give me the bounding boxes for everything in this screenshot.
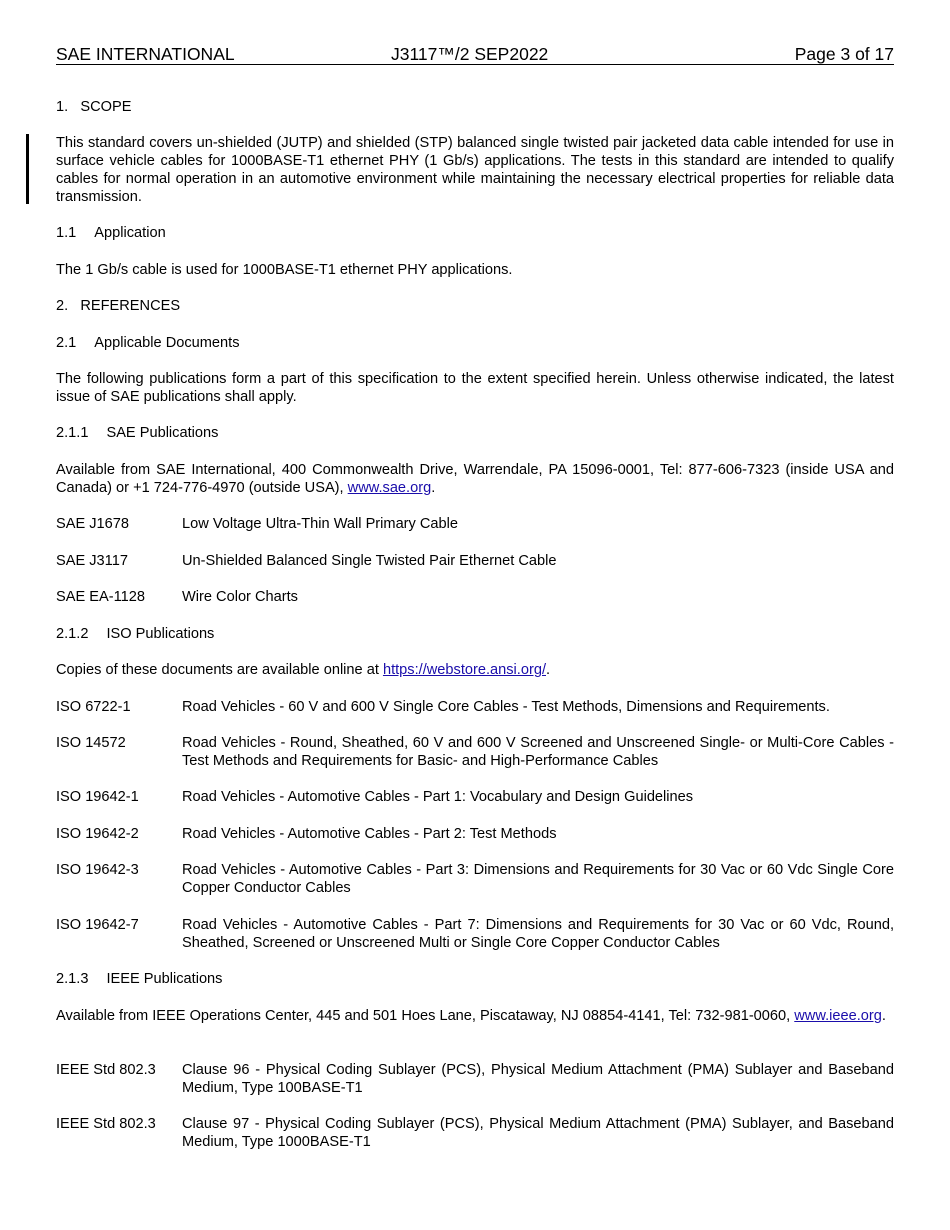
reference-entry [56, 861, 894, 897]
reference-code: SAE EA-1128 [56, 589, 145, 605]
reference-title: Clause 97 - Physical Coding Sublayer (PCS), Physical Medium Attachment (PMA) Sublayer, and Baseband Medium, Type 1000BASE-T1 [182, 1116, 894, 1150]
reference-entry [56, 698, 894, 716]
section-number: 2. [56, 298, 69, 314]
reference-entry [56, 1061, 894, 1097]
reference-code: ISO 19642-1 [56, 789, 139, 805]
section-title: IEEE Publications [106, 971, 223, 987]
reference-title: Un-Shielded Balanced Single Twisted Pair Ethernet Cable [182, 553, 557, 569]
section-title: REFERENCES [80, 298, 181, 314]
reference-title: Road Vehicles - 60 V and 600 V Single Core Cables - Test Methods, Dimensions and Requirements. [182, 699, 830, 715]
section-title: Applicable Documents [94, 335, 240, 351]
section-number: 2.1.3 [56, 971, 89, 987]
document-page [56, 44, 894, 1150]
reference-code: SAE J3117 [56, 553, 128, 569]
section-2-1-1-body [56, 461, 894, 497]
section-2-1-body: The following publications form a part of this specification to the extent specified herein. Unless otherwise indicated, the latest issue of SAE publications shall apply. [56, 371, 894, 405]
body-text: Copies of these documents are available online at [56, 662, 383, 678]
section-2-1-1-heading [56, 424, 894, 442]
reference-title: Road Vehicles - Round, Sheathed, 60 V and 600 V Screened and Unscreened Single- or Multi-Core Cables - Test Methods and Requirements for Basic- and High-Performance Cables [182, 735, 894, 769]
reference-entry [56, 588, 894, 606]
reference-entry [56, 552, 894, 570]
body-text: . [431, 480, 436, 496]
revision-change-bar [26, 134, 29, 204]
reference-code: IEEE Std 802.3 [56, 1116, 156, 1132]
reference-title: Road Vehicles - Automotive Cables - Part 2: Test Methods [182, 826, 557, 842]
header-organization: SAE INTERNATIONAL [56, 44, 235, 64]
section-number: 1.1 [56, 225, 77, 241]
reference-code: IEEE Std 802.3 [56, 1062, 156, 1078]
body-text: . [546, 662, 551, 678]
reference-title: Road Vehicles - Automotive Cables - Part 7: Dimensions and Requirements for 30 Vac or 60 Vdc, Round, Sheathed, Screened or Unscreened Multi or Single Core Copper Conductor Cables [182, 917, 894, 951]
section-number: 2.1.2 [56, 626, 89, 642]
section-title: SCOPE [80, 99, 132, 115]
section-2-1-3-heading [56, 970, 894, 988]
header-document-number: J3117™/2 SEP2022 [391, 44, 549, 64]
body-text: Available from SAE International, 400 Commonwealth Drive, Warrendale, PA 15096-0001, Tel: 877-606-7323 (inside USA and Canada) or +1 724-776-4970 (outside USA), [56, 462, 894, 496]
reference-code: ISO 19642-2 [56, 826, 139, 842]
header-page-number: Page 3 of 17 [794, 44, 894, 64]
sae-website-link[interactable]: www.sae.org [347, 480, 432, 496]
body-text: . [881, 1008, 886, 1024]
reference-code: ISO 6722-1 [56, 699, 131, 715]
section-title: SAE Publications [106, 425, 219, 441]
reference-entry [56, 734, 894, 770]
section-number: 2.1 [56, 335, 77, 351]
section-title: Application [94, 225, 166, 241]
section-title: ISO Publications [106, 626, 215, 642]
section-number: 2.1.1 [56, 425, 89, 441]
section-2-heading [56, 297, 894, 315]
reference-entry [56, 515, 894, 533]
section-2-1-3-body [56, 1007, 894, 1025]
reference-title: Wire Color Charts [182, 589, 298, 605]
reference-entry [56, 916, 894, 952]
reference-code: SAE J1678 [56, 516, 130, 532]
section-2-1-2-body [56, 661, 894, 679]
section-1-1-heading [56, 224, 894, 242]
page-header [56, 44, 894, 65]
reference-entry [56, 788, 894, 806]
body-text: Available from IEEE Operations Center, 445 and 501 Hoes Lane, Piscataway, NJ 08854-4141, Tel: 732-981-0060, [56, 1008, 795, 1024]
reference-code: ISO 19642-3 [56, 862, 139, 878]
reference-title: Road Vehicles - Automotive Cables - Part 1: Vocabulary and Design Guidelines [182, 789, 694, 805]
reference-entry [56, 1115, 894, 1151]
reference-code: ISO 19642-7 [56, 917, 139, 933]
reference-title: Road Vehicles - Automotive Cables - Part 3: Dimensions and Requirements for 30 Vac or 60 Vdc Single Core Copper Conductor Cables [182, 862, 894, 896]
reference-title: Clause 96 - Physical Coding Sublayer (PCS), Physical Medium Attachment (PMA) Sublayer and Baseband Medium, Type 100BASE-T1 [182, 1062, 894, 1096]
section-1-body: This standard covers un-shielded (JUTP) and shielded (STP) balanced single twisted pair jacketed data cable intended for use in surface vehicle cables for 1000BASE-T1 ethernet PHY (1 Gb/s) applications. The tests in this standard are intended to qualify cables for normal operation in an automotive environment while maintaining the necessary electrical properties for reliable data transmission. [56, 135, 894, 205]
section-number: 1. [56, 99, 69, 115]
section-2-1-heading [56, 334, 894, 352]
reference-entry [56, 825, 894, 843]
reference-title: Low Voltage Ultra-Thin Wall Primary Cable [182, 516, 459, 532]
reference-code: ISO 14572 [56, 735, 126, 751]
ieee-website-link[interactable]: www.ieee.org [794, 1008, 882, 1024]
ansi-webstore-link[interactable]: https://webstore.ansi.org/ [382, 662, 546, 678]
section-1-1-body: The 1 Gb/s cable is used for 1000BASE-T1 ethernet PHY applications. [56, 262, 513, 278]
section-2-1-2-heading [56, 625, 894, 643]
section-1-heading [56, 98, 894, 116]
